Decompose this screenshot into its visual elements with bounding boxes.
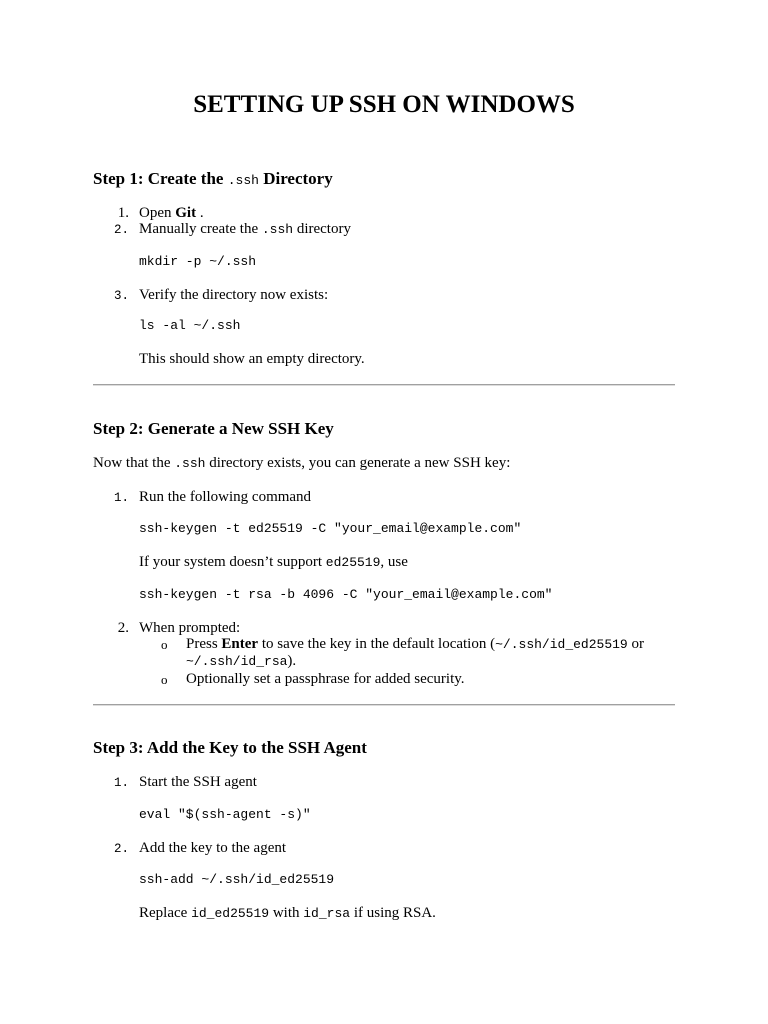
step1-item3-text: Verify the directory now exists:: [139, 287, 329, 303]
step2-bullet2: Optionally set a passphrase for added security.: [186, 671, 465, 687]
step2-command-rsa: ssh-keygen -t rsa -b 4096 -C "your_email@example.com": [139, 587, 553, 602]
step2-heading: Step 2: Generate a New SSH Key: [93, 419, 334, 438]
step1-item2-text: Manually create the .ssh directory: [139, 221, 351, 237]
step2-bullet1-line1: Press Enter to save the key in the default location (~/.ssh/id_ed25519 or: [186, 636, 644, 652]
step2-intro: Now that the .ssh directory exists, you can generate a new SSH key:: [93, 455, 511, 471]
step2-item2-number: 2.: [117, 620, 129, 636]
step3-item2-number: 2.: [113, 842, 129, 856]
step3-command-ssh-add: ssh-add ~/.ssh/id_ed25519: [139, 872, 335, 887]
step3-item2-text: Add the key to the agent: [139, 840, 287, 856]
step3-item1-number: 1.: [113, 776, 129, 790]
bullet-marker: o: [161, 672, 168, 687]
bullet-marker: o: [161, 637, 168, 652]
divider: [93, 384, 675, 386]
step3-item1-text: Start the SSH agent: [139, 774, 257, 790]
step1-note: This should show an empty directory.: [139, 351, 365, 367]
step2-item2-text: When prompted:: [139, 620, 241, 636]
step3-command-eval: eval "$(ssh-agent -s)": [139, 807, 311, 822]
step1-heading: Step 1: Create the .ssh Directory: [93, 169, 333, 188]
step1-command-ls: ls -al ~/.ssh: [139, 318, 241, 333]
step1-item1-number: 1.: [117, 205, 129, 221]
step1-command-mkdir: mkdir -p ~/.ssh: [139, 254, 257, 269]
step1-item1-text: Open Git .: [139, 205, 204, 221]
step2-item1-number: 1.: [113, 491, 129, 505]
step2-command-ed25519: ssh-keygen -t ed25519 -C "your_email@example.com": [139, 521, 522, 536]
step2-item1-text: Run the following command: [139, 489, 312, 505]
step3-heading: Step 3: Add the Key to the SSH Agent: [93, 738, 367, 757]
page-title: SETTING UP SSH ON WINDOWS: [193, 91, 575, 118]
divider: [93, 704, 675, 706]
step3-note: Replace id_ed25519 with id_rsa if using RSA.: [139, 905, 436, 921]
git-label: Git: [175, 205, 197, 221]
enter-key-label: Enter: [221, 636, 259, 652]
step2-alt-note: If your system doesn’t support ed25519, use: [139, 554, 408, 570]
step1-heading-code: .ssh: [227, 173, 259, 188]
step2-bullet1-line2: ~/.ssh/id_rsa).: [186, 653, 297, 669]
step1-item2-number: 2.: [113, 223, 129, 237]
step1-item3-number: 3.: [113, 289, 129, 303]
